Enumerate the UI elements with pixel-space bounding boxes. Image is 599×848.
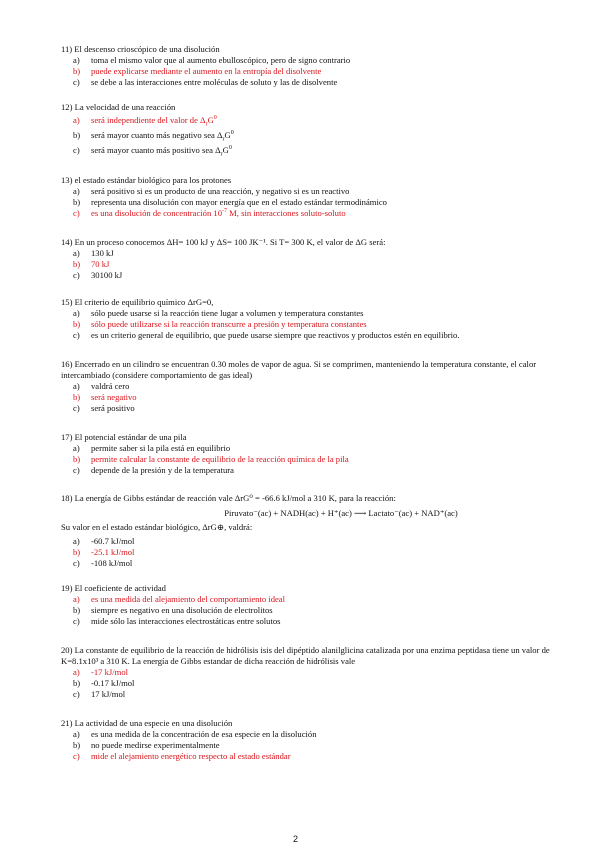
question-14: [61, 237, 561, 281]
option-c: c) -108 kJ/mol: [73, 558, 133, 568]
option-a: a) sólo puede usarse si la reacción tiene lugar a volumen y temperatura constantes: [73, 308, 364, 318]
question-17: [61, 432, 561, 476]
question-16: [61, 359, 561, 414]
option-b: b) será negativo: [73, 392, 137, 402]
option-a: a) -60.7 kJ/mol: [73, 536, 135, 546]
option-a: a) toma el mismo valor que al aumento ebulloscópico, pero de signo contrario: [73, 55, 351, 65]
option-a: a) es una medida del alejamiento del comportamiento ideal: [73, 594, 286, 604]
option-a: a) es una medida de la concentración de esa especie en la disolución: [73, 729, 317, 739]
question-title: 13) el estado estándar biológico para los protones: [61, 175, 232, 185]
option-b: b) 70 kJ: [73, 259, 110, 269]
question-12: [61, 102, 561, 158]
option-b: b) no puede medirse experimentalmente: [73, 740, 220, 750]
option-b: b) representa una disolución con mayor energía que en el estado estándar termodinámico: [73, 197, 387, 207]
option-a: a) será positivo si es un producto de una reacción, y negativo si es un reactivo: [73, 186, 350, 196]
option-c: c) es una disolución de concentración $10^{-7}$ M, sin interacciones soluto-soluto: [73, 208, 346, 218]
option-c: c) 17 kJ/mol: [73, 689, 126, 699]
question-18: [61, 493, 561, 569]
option-c: c) 30100 kJ: [73, 270, 123, 280]
question-title: 12) La velocidad de una reacción: [61, 102, 176, 112]
option-a: a) será independiente del valor de $\Delta_rG^0$: [73, 115, 217, 128]
option-c: c) es un criterio general de equilibrio, que puede usarse siempre que reactivos y productos estén en equilibrio.: [73, 330, 460, 340]
question-title: 17) El potencial estándar de una pila: [61, 432, 187, 442]
question-19: [61, 583, 561, 627]
question-title: 16) Encerrado en un cilindro se encuentran 0.30 moles de vapor de agua. Si se comprimen, manteniendo la temperatura constante, el calor intercambiado (considere comportamiento de gas ideal): [61, 359, 537, 380]
question-13: [61, 175, 561, 219]
question-21: [61, 718, 561, 762]
question-15: [61, 297, 561, 341]
option-b: b) será mayor cuanto más negativo sea $\Delta_rG^0$: [73, 130, 234, 143]
question-title: 14) En un proceso conocemos ΔH= 100 kJ y ΔS= 100 JK⁻¹. Si T= 300 K, el valor de ΔG será:: [61, 237, 386, 247]
option-b: b) -0.17 kJ/mol: [73, 678, 135, 688]
question-title: 11) El descenso crioscópico de una disolución: [61, 44, 220, 54]
option-b: b) sólo puede utilizarse si la reacción transcurre a presión y temperatura constantes: [73, 319, 367, 329]
option-c: c) será positivo: [73, 403, 135, 413]
question-followup: Su valor en el estado estándar biológico, ΔrG⊕, valdrá:: [61, 522, 253, 532]
question-title: 15) El criterio de equilibrio químico ΔrG=0,: [61, 297, 214, 307]
option-c: c) mide el alejamiento energético respecto al estado estándar: [73, 751, 291, 761]
option-b: b) permite calcular la constante de equilibrio de la reacción química de la pila: [73, 454, 349, 464]
option-b: b) puede explicarse mediante el aumento en la entropía del disolvente: [73, 66, 322, 76]
page-number: 2: [293, 834, 299, 844]
option-b: b) siempre es negativo en una disolución de electrolitos: [73, 605, 273, 615]
option-c: c) será mayor cuanto más positivo sea $\Delta_rG^0$: [73, 145, 232, 158]
question-11: [61, 44, 561, 88]
question-title: 21) La actividad de una especie en una disolución: [61, 718, 233, 728]
question-title: 20) La constante de equilibrio de la reacción de hidrólisis isis del dipéptido alanilglicina catalizada por una enzima peptidasa tiene un valor de K=8.1x10³ a 310 K. La energía de Gibbs estandar de dicha reacción de hidrólisis vale: [61, 645, 550, 666]
option-a: a) 130 kJ: [73, 248, 114, 258]
reaction-equation: Piruvato⁻(ac) + NADH(ac) + H⁺(ac) ⟶ Lactato⁻(ac) + NAD⁺(ac): [224, 508, 458, 518]
option-a: a) -17 kJ/mol: [73, 667, 129, 677]
option-a: a) valdrá cero: [73, 381, 130, 391]
option-b: b) -25.1 kJ/mol: [73, 547, 135, 557]
question-title: 19) El coeficiente de actividad: [61, 583, 166, 593]
option-c: c) se debe a las interacciones entre moléculas de soluto y las de disolvente: [73, 77, 338, 87]
question-20: [61, 645, 561, 700]
option-a: a) permite saber si la pila está en equilibrio: [73, 443, 231, 453]
question-title: 18) La energía de Gibbs estándar de reacción vale ΔrG⁰ = -66.6 kJ/mol a 310 K, para la reacción:: [61, 493, 396, 503]
option-c: c) mide sólo las interacciones electrostáticas entre solutos: [73, 616, 281, 626]
option-c: c) depende de la presión y de la temperatura: [73, 465, 234, 475]
